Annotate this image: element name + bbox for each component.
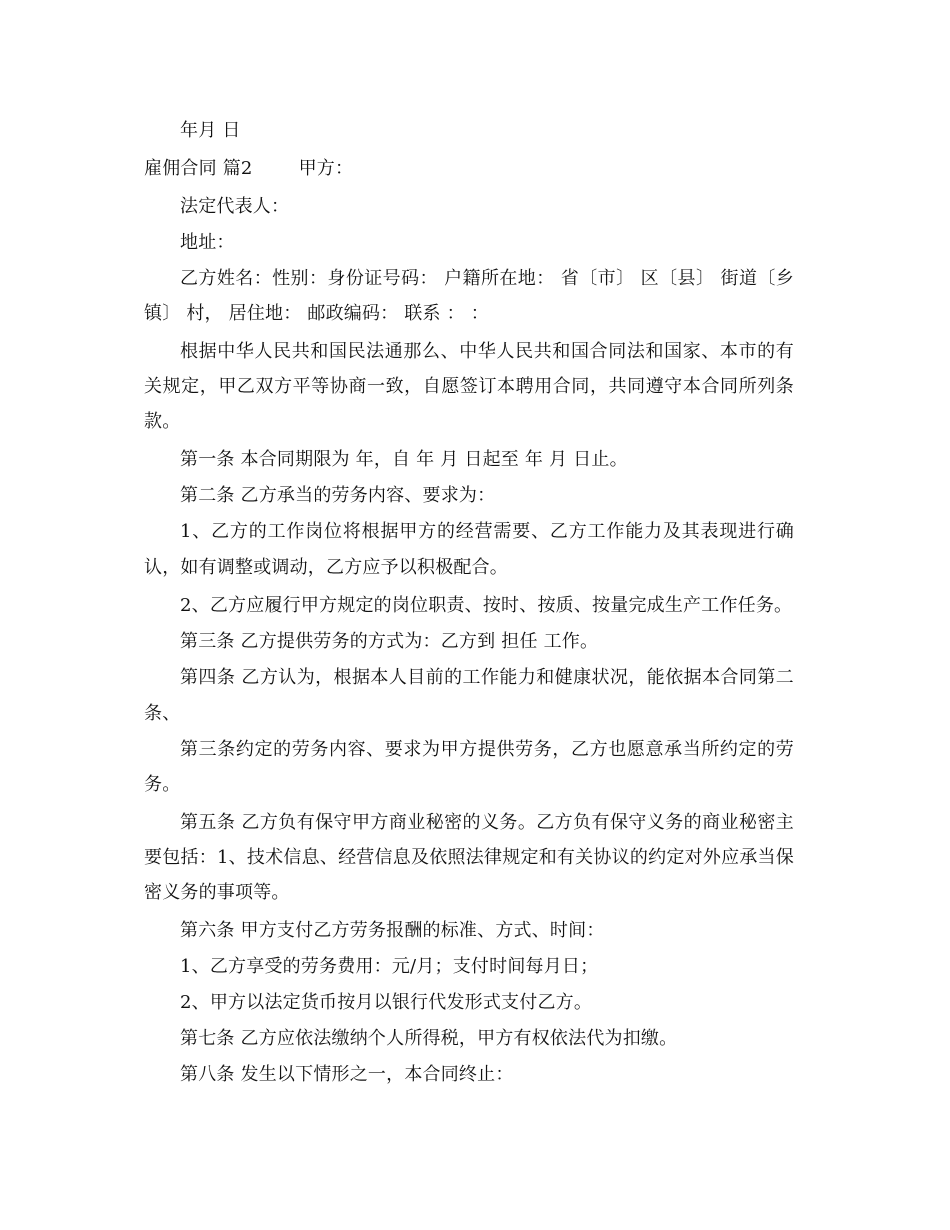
article-1: 第一条 本合同期限为 年，自 年 月 日起至 年 月 日止。: [180, 449, 628, 470]
preamble-line-1: 根据中华人民共和国民法通那么、中华人民共和国合同法和国家、本市的有: [180, 341, 794, 362]
article-2-item-1-line-1: 1、乙方的工作岗位将根据甲方的经营需要、乙方工作能力及其表现进行确: [180, 521, 794, 542]
article-2-heading: 第二条 乙方承当的劳务内容、要求为：: [180, 485, 496, 506]
article-6-item-2: 2、甲方以法定货币按月以银行代发形式支付乙方。: [180, 992, 593, 1013]
date-line: 年月 日: [180, 120, 241, 141]
article-8-heading: 第八条 发生以下情形之一，本合同终止：: [180, 1064, 514, 1085]
preamble-line-2: 关规定，甲乙双方平等协商一致，自愿签订本聘用合同，共同遵守本合同所列条: [144, 376, 794, 397]
party-b-info-line-2: 镇〕 村， 居住地： 邮政编码： 联系 ： ：: [144, 303, 489, 324]
legal-representative-line: 法定代表人：: [180, 196, 290, 217]
article-4-cont-line-1: 第三条约定的劳务内容、要求为甲方提供劳务，乙方也愿意承当所约定的劳: [180, 739, 794, 760]
section-heading: [144, 158, 824, 180]
article-5-line-3: 密义务的事项等。: [144, 882, 290, 903]
preamble-line-3: 款。: [144, 411, 181, 432]
section-title: 雇佣合同 篇2: [144, 158, 253, 179]
party-b-info-line-1: 乙方姓名：性别：身份证号码： 户籍所在地： 省〔市〕 区〔县〕 街道〔乡: [180, 268, 794, 289]
article-6-item-1: 1、乙方享受的劳务费用：元/月；支付时间每月日；: [180, 956, 599, 977]
article-7: 第七条 乙方应依法缴纳个人所得税，甲方有权依法代为扣缴。: [180, 1028, 678, 1049]
article-2-item-2: 2、乙方应履行甲方规定的岗位职责、按时、按质、按量完成生产工作任务。: [180, 595, 793, 616]
article-6-heading: 第六条 甲方支付乙方劳务报酬的标准、方式、时间：: [180, 920, 605, 941]
party-a-label: 甲方：: [298, 158, 354, 179]
article-5-line-2: 要包括：1、技术信息、经营信息及依照法律规定和有关协议的约定对外应承当保: [144, 847, 794, 868]
address-line: 地址：: [180, 232, 235, 253]
article-5-line-1: 第五条 乙方负有保守甲方商业秘密的义务。乙方负有保守义务的商业秘密主: [180, 812, 794, 833]
article-4-cont-line-2: 务。: [144, 774, 181, 795]
article-4-line-2: 条、: [144, 703, 181, 724]
article-2-item-1-line-2: 认，如有调整或调动，乙方应予以积极配合。: [144, 557, 508, 578]
article-3: 第三条 乙方提供劳务的方式为：乙方到 担任 工作。: [180, 631, 599, 652]
article-4-line-1: 第四条 乙方认为，根据本人目前的工作能力和健康状况，能依据本合同第二: [180, 667, 794, 688]
